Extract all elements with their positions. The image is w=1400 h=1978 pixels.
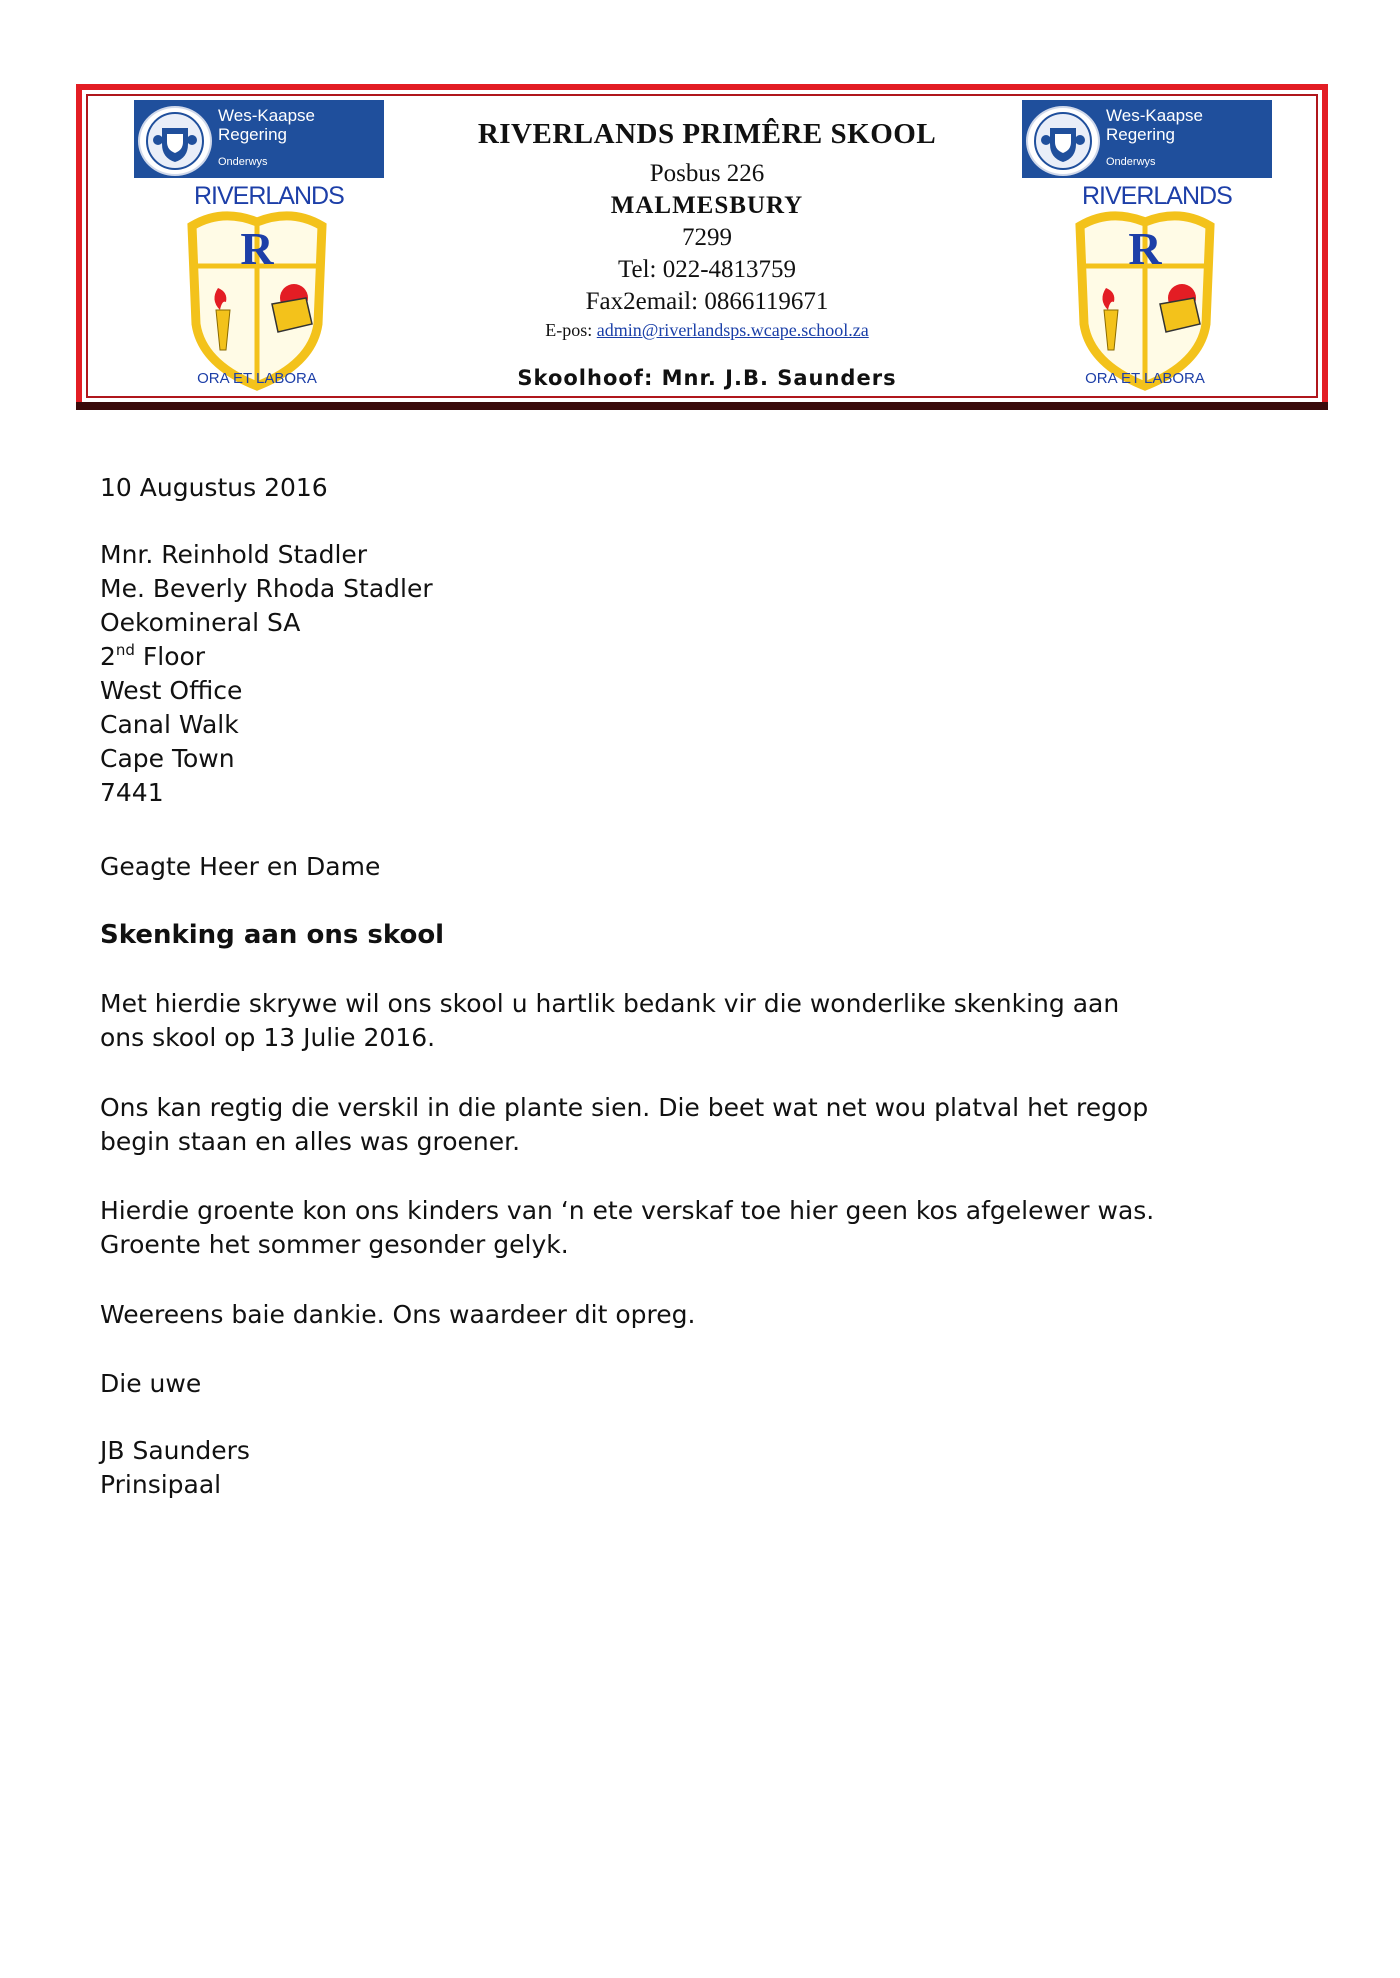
western-cape-government-logo: [1022, 100, 1272, 178]
gov-department: Onderwys: [218, 156, 268, 168]
paragraph-1: [100, 987, 1320, 1055]
telephone: Tel: 022-4813759: [617, 256, 797, 283]
paragraph-4: Weereens baie dankie. Ons waardeer dit opreg.: [100, 1300, 696, 1329]
paragraph-line: begin staan en alles was groener.: [100, 1127, 521, 1156]
address-line: 7441: [100, 778, 164, 807]
letterhead: [76, 84, 1328, 408]
school-title: RIVERLANDS PRIMÊRE SKOOL: [477, 118, 937, 150]
coat-of-arms-icon: [1026, 106, 1100, 176]
school-crest-icon: [1070, 206, 1220, 396]
address-line: Mnr. Reinhold Stadler: [100, 540, 368, 569]
recipient-address: [100, 538, 433, 810]
western-cape-government-logo: [134, 100, 384, 178]
paragraph-line: Met hierdie skrywe wil ons skool u hartlik bedank vir die wonderlike skenking aan: [100, 989, 1120, 1018]
svg-text:R: R: [240, 223, 274, 274]
email-link[interactable]: admin@riverlandsps.wcape.school.za: [596, 320, 869, 340]
letterhead-shadow: [76, 402, 1328, 410]
floor-ordinal: nd: [115, 641, 135, 659]
right-crest-block: [1022, 100, 1272, 400]
address-line: Cape Town: [100, 744, 235, 773]
crest-motto: ORA ET LABORA: [1085, 370, 1205, 387]
government-name: [1106, 106, 1203, 144]
signature-block: [100, 1434, 250, 1502]
floor-word: Floor: [134, 642, 206, 671]
signer-title: Prinsipaal: [100, 1470, 222, 1499]
address-line: Me. Beverly Rhoda Stadler: [100, 574, 433, 603]
email-line: [412, 320, 1002, 341]
signer-name: JB Saunders: [100, 1436, 250, 1465]
paragraph-line: Hierdie groente kon ons kinders van ‘n ete verskaf toe hier geen kos afgelewer was.: [100, 1196, 1155, 1225]
closing: Die uwe: [100, 1369, 202, 1398]
paragraph-line: ons skool op 13 Julie 2016.: [100, 1023, 436, 1052]
fax: Fax2email: 0866119671: [585, 288, 829, 315]
crest-school-name: RIVERLANDS: [1082, 182, 1232, 210]
paragraph-2: [100, 1091, 1320, 1159]
subject-heading: Skenking aan ons skool: [100, 920, 445, 950]
gov-line-2: Regering: [218, 125, 287, 144]
paragraph-line: Groente het sommer gesonder gelyk.: [100, 1230, 569, 1259]
po-box: Posbus 226: [649, 160, 765, 187]
crest-school-name: RIVERLANDS: [194, 182, 344, 210]
letter-date: 10 Augustus 2016: [100, 473, 328, 502]
address-line: [100, 640, 433, 674]
gov-line-1: Wes-Kaapse: [218, 106, 316, 125]
town: MALMESBURY: [610, 192, 804, 219]
left-crest-block: [134, 100, 384, 400]
gov-line-2: Regering: [1106, 125, 1175, 144]
coat-of-arms-icon: [138, 106, 212, 176]
principal-line: Skoolhoof: Mnr. J.B. Saunders: [517, 366, 897, 390]
svg-text:R: R: [1128, 223, 1162, 274]
crest-motto: ORA ET LABORA: [197, 370, 317, 387]
floor-number: 2: [100, 642, 116, 671]
salutation: Geagte Heer en Dame: [100, 852, 381, 881]
government-name: [218, 106, 315, 144]
paragraph-3: [100, 1194, 1320, 1262]
gov-line-1: Wes-Kaapse: [1106, 106, 1204, 125]
email-label: E-pos:: [545, 320, 593, 340]
paragraph-line: Ons kan regtig die verskil in die plante sien. Die beet wat net wou platval het regop: [100, 1093, 1149, 1122]
address-line: Oekomineral SA: [100, 608, 301, 637]
address-line: West Office: [100, 676, 243, 705]
postal-code: 7299: [682, 224, 732, 251]
gov-department: Onderwys: [1106, 156, 1156, 168]
address-line: Canal Walk: [100, 710, 239, 739]
school-crest-icon: [182, 206, 332, 396]
